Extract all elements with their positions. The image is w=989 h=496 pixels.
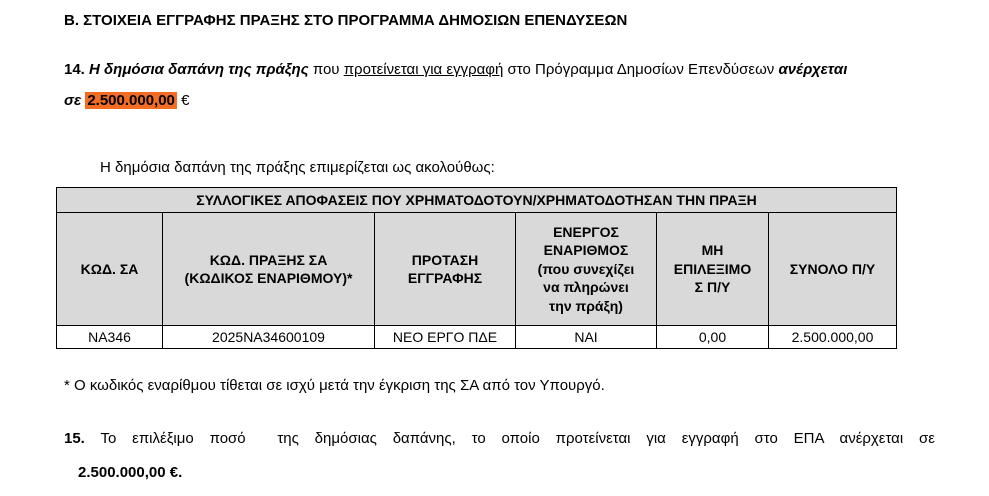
header-protasi: ΠΡΟΤΑΣΗ ΕΓΓΡΑΦΗΣ bbox=[375, 213, 516, 326]
cell-synolo: 2.500.000,00 bbox=[769, 326, 897, 349]
item-14-text-rest: στο Πρόγραμμα Δημοσίων Επενδύσεων bbox=[503, 61, 779, 78]
table-title: ΣΥΛΛΟΓΙΚΕΣ ΑΠΟΦΑΣΕΙΣ ΠΟΥ ΧΡΗΜΑΤΟΔΟΤΟΥΝ/ΧΡΗΜΑΤΟΔΟΤΗΣΑΝ ΤΗΝ ΠΡΑΞΗ bbox=[57, 188, 897, 213]
item-15-text: Το επιλέξιμο ποσό της δημόσιας δαπάνης, το οποίο προτείνεται για εγγραφή στο ΕΠΑ ανέρχεται σε bbox=[100, 430, 935, 447]
cell-protasi: ΝΕΟ ΕΡΓΟ ΠΔΕ bbox=[375, 326, 516, 349]
table-title-row bbox=[57, 188, 897, 213]
item-14-line1 bbox=[64, 61, 847, 78]
footnote: * Ο κωδικός εναρίθμου τίθεται σε ισχύ μετά την έγκριση της ΣΑ από τον Υπουργό. bbox=[64, 377, 605, 394]
item-14-bold-italic-end: ανέρχεται bbox=[778, 61, 848, 78]
section-heading: Β. ΣΤΟΙΧΕΙΑ ΕΓΓΡΑΦΗΣ ΠΡΑΞΗΣ ΣΤΟ ΠΡΟΓΡΑΜΜΑ ΔΗΜΟΣΙΩΝ ΕΠΕΝΔΥΣΕΩΝ bbox=[64, 12, 628, 29]
item-14-prefix: σε bbox=[64, 92, 82, 109]
item-14-currency: € bbox=[181, 92, 190, 109]
item-14-underlined: προτείνεται για εγγραφή bbox=[343, 61, 504, 78]
header-mi-epilexima: ΜΗ ΕΠΙΛΕΞΙΜΟ Σ Π/Υ bbox=[657, 213, 769, 326]
item-14-bold-italic: Η δημόσια δαπάνη της πράξης bbox=[89, 61, 309, 78]
cell-kod-praxis: 2025ΝΑ34600109 bbox=[163, 326, 375, 349]
header-synolo: ΣΥΝΟΛΟ Π/Υ bbox=[769, 213, 897, 326]
header-kod-sa: ΚΩΔ. ΣΑ bbox=[57, 213, 163, 326]
item-14-line2 bbox=[64, 92, 189, 109]
item-14-text-pou: που bbox=[308, 61, 344, 78]
cell-mi-epilexima: 0,00 bbox=[657, 326, 769, 349]
item-14-amount-highlight: 2.500.000,00 bbox=[87, 92, 175, 109]
table-header-row bbox=[57, 213, 897, 326]
item-15-amount: 2.500.000,00 €. bbox=[78, 464, 183, 481]
item-15-number: 15. bbox=[64, 430, 85, 447]
header-kod-praxis: ΚΩΔ. ΠΡΑΞΗΣ ΣΑ (ΚΩΔΙΚΟΣ ΕΝΑΡΙΘΜΟΥ)* bbox=[163, 213, 375, 326]
funding-table bbox=[56, 187, 897, 349]
item-15-line1 bbox=[64, 430, 935, 447]
cell-kod-sa: ΝΑ346 bbox=[57, 326, 163, 349]
header-energos: ΕΝΕΡΓΟΣ ΕΝΑΡΙΘΜΟΣ (που συνεχίζει να πληρώνει την πράξη) bbox=[516, 213, 657, 326]
cell-energos: ΝΑΙ bbox=[516, 326, 657, 349]
item-14-number: 14. bbox=[64, 61, 85, 78]
split-intro: Η δημόσια δαπάνη της πράξης επιμερίζεται ως ακολούθως: bbox=[100, 159, 495, 176]
table-row bbox=[57, 326, 897, 349]
